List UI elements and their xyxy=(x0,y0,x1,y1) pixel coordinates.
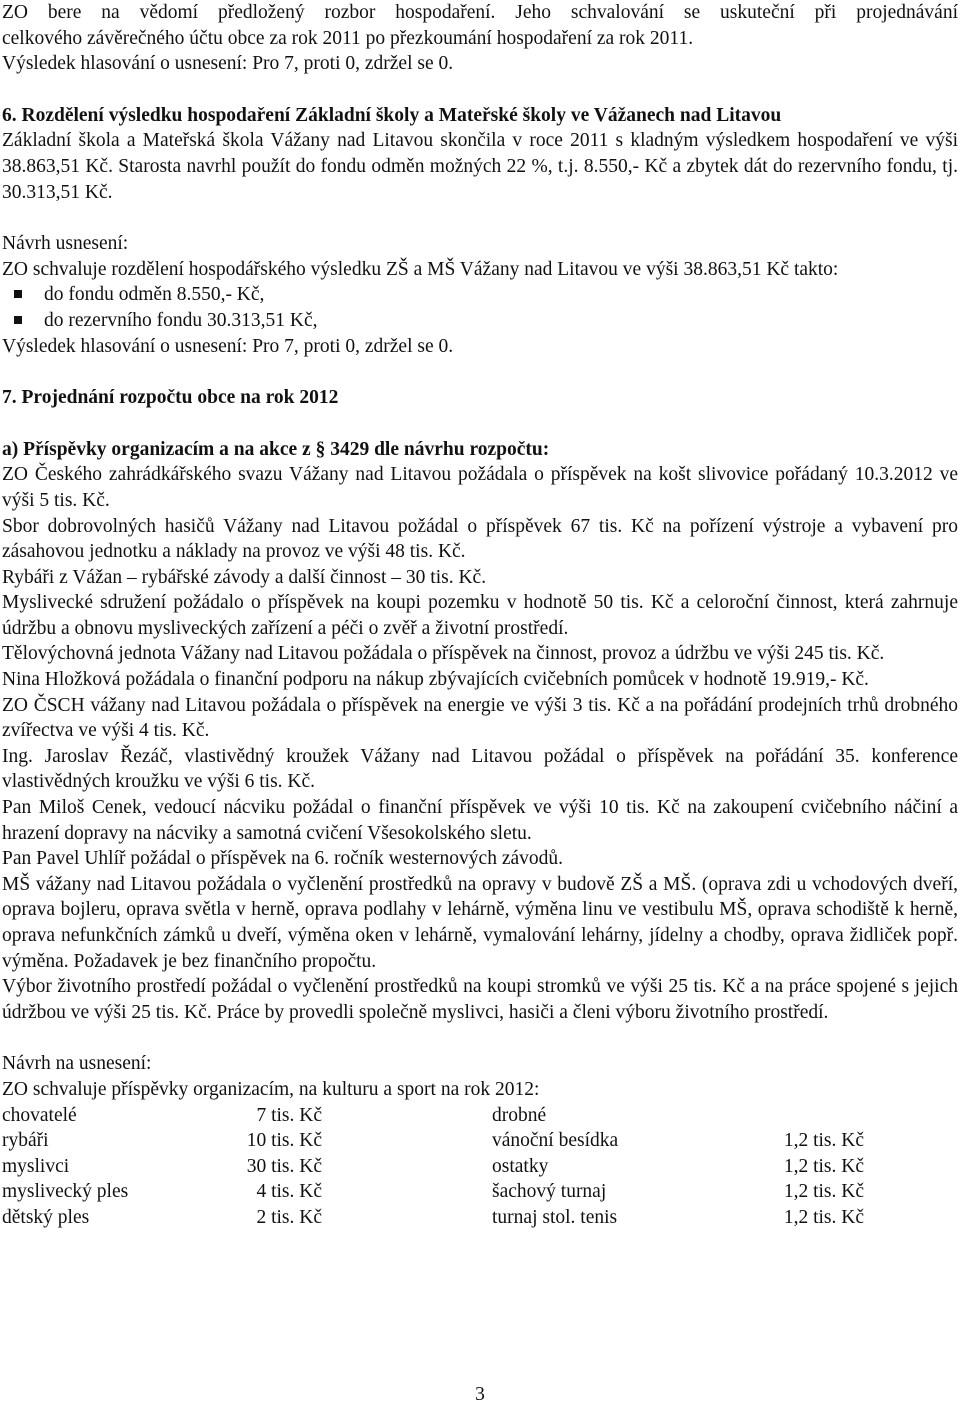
event-amount: 1,2 tis. Kč xyxy=(783,1130,864,1152)
request-paragraph: Sbor dobrovolných hasičů Vážany nad Litavou požádal o příspěvek 67 tis. Kč na pořízení výstroje a vybavení pro zásahovou jednotku a náklady na provoz ve výši 48 tis. Kč. xyxy=(2,515,958,563)
bullet-item xyxy=(2,308,958,334)
section-6-body: Základní škola a Mateřská škola Vážany nad Litavou skončila v roce 2011 s kladným výsledkem hospodaření ve výši 38.863,51 Kč. Starosta navrhl použít do fondu odměn možných 22 %, t.j. 8.550,- Kč a zbytek dát do rezervního fondu, tj. 30.313,51 Kč. xyxy=(2,130,958,203)
request-paragraph: Výbor životního prostředí požádal o vyčlenění prostředků na koupi stromků ve výši 25 tis. Kč a na práce spojené s jejich údržbou ve výši 25 tis. Kč. Práce by provedli společně myslivci, hasiči a členi výboru životního prostředí. xyxy=(2,976,958,1023)
org-name: myslivci xyxy=(2,1155,70,1177)
request-paragraph: Pan Pavel Uhlíř požádal o příspěvek na 6. ročník westernových závodů. xyxy=(2,848,564,870)
request-paragraph: Pan Miloš Cenek, vedoucí nácviku požádal o finanční příspěvek ve výši 10 tis. Kč na zakoupení cvičebního náčiní a hrazení dopravy na nácviky a samotná cvičení Všesokolského sletu. xyxy=(2,797,958,844)
allocation-table xyxy=(2,1103,864,1231)
org-name: rybáři xyxy=(2,1130,49,1152)
org-amount: 4 tis. Kč xyxy=(256,1181,322,1203)
request-paragraph: ZO Českého zahrádkářského svazu Vážany nad Litavou požádala o příspěvek na košt slivovice pořádaný 10.3.2012 ve výši 5 tis. Kč. xyxy=(2,464,958,511)
section-6-vote: Výsledek hlasování o usnesení: Pro 7, proti 0, zdržel se 0. xyxy=(2,335,454,357)
intro-line-2: celkového závěrečného účtu obce za rok 2011 po přezkoumání hospodaření za rok 2011. xyxy=(2,27,694,49)
event-amount xyxy=(772,1103,864,1129)
event-amount: 1,2 tis. Kč xyxy=(783,1206,864,1228)
bullet-square-icon xyxy=(14,316,22,324)
org-name: dětský ples xyxy=(2,1206,90,1228)
request-paragraph: ZO ČSCH vážany nad Litavou požádala o příspěvek na energie ve výši 3 tis. Kč a na pořádání prodejních trhů drobného zvířectva ve výši 4 tis. Kč. xyxy=(2,694,958,742)
event-name: ostatky xyxy=(492,1155,549,1177)
org-amount: 2 tis. Kč xyxy=(256,1206,322,1228)
table-row xyxy=(2,1103,864,1129)
page-number: 3 xyxy=(475,1384,485,1405)
bullet-text: do fondu odměn 8.550,- Kč, xyxy=(44,284,265,306)
table-row xyxy=(2,1128,864,1154)
org-amount: 10 tis. Kč xyxy=(246,1130,322,1152)
section-7-resolution: ZO schvaluje příspěvky organizacím, na kulturu a sport na rok 2012: xyxy=(2,1078,540,1100)
event-amount: 1,2 tis. Kč xyxy=(783,1155,864,1177)
request-paragraph: MŠ vážany nad Litavou požádala o vyčlenění prostředků na opravy v budově ZŠ a MŠ. (oprava zdi u vchodových dveří, oprava bojleru, oprava světla v herně, oprava podlahy v lehárně, výměna linu ve vestibulu MŠ, oprava schodiště k herně, oprava nefunkčních zámků u dveří, výměna oken v lehárně, vymalování lehárny, jídelny a chodby, oprava židliček popř. výměna. Požadavek je bez finančního propočtu. xyxy=(2,873,958,972)
org-amount: 30 tis. Kč xyxy=(246,1155,322,1177)
request-paragraph: Tělovýchovná jednota Vážany nad Litavou požádala o příspěvek na činnost, provoz a údržbu ve výši 245 tis. Kč. xyxy=(2,643,885,665)
document-page xyxy=(2,0,958,1231)
event-name: drobné xyxy=(492,1104,547,1126)
table-row xyxy=(2,1179,864,1205)
event-amount: 1,2 tis. Kč xyxy=(783,1181,864,1203)
section-6-heading: 6. Rozdělení výsledku hospodaření Základní školy a Mateřské školy ve Vážanech nad Litavou xyxy=(2,104,782,126)
section-6-proposal-label: Návrh usnesení: xyxy=(2,233,129,255)
section-7-heading: 7. Projednání rozpočtu obce na rok 2012 xyxy=(2,387,339,409)
intro-line-1: ZO bere na vědomí předložený rozbor hospodaření. Jeho schvalování se uskuteční při projednávání xyxy=(2,2,958,23)
bullet-text: do rezervního fondu 30.313,51 Kč, xyxy=(44,309,318,331)
org-name: myslivecký ples xyxy=(2,1181,129,1203)
bullet-square-icon xyxy=(14,290,22,298)
event-name: vánoční besídka xyxy=(492,1130,619,1152)
section-7a-heading: a) Příspěvky organizacím a na akce z § 3429 dle návrhu rozpočtu: xyxy=(2,438,550,460)
event-name: šachový turnaj xyxy=(492,1181,607,1203)
section-6-resolution: ZO schvaluje rozdělení hospodářského výsledku ZŠ a MŠ Vážany nad Litavou ve výši 38.863,51 Kč takto: xyxy=(2,258,839,280)
org-amount: 7 tis. Kč xyxy=(256,1104,322,1126)
intro-vote: Výsledek hlasování o usnesení: Pro 7, proti 0, zdržel se 0. xyxy=(2,53,454,75)
bullet-item xyxy=(2,282,958,308)
request-paragraph: Ing. Jaroslav Řezáč, vlastivědný kroužek Vážany nad Litavou požádal o příspěvek na pořádání 35. konference vlastivědných kroužku ve výši 6 tis. Kč. xyxy=(2,745,958,793)
org-name: chovatelé xyxy=(2,1104,77,1126)
table-row xyxy=(2,1205,864,1231)
request-paragraph: Rybáři z Vážan – rybářské závody a další činnost – 30 tis. Kč. xyxy=(2,566,487,588)
table-row xyxy=(2,1154,864,1180)
event-name: turnaj stol. tenis xyxy=(492,1206,618,1228)
request-paragraph: Myslivecké sdružení požádalo o příspěvek na koupi pozemku v hodnotě 50 tis. Kč a celoroční činnost, která zahrnuje údržbu a obnovu mysliveckých zařízení a péči o zvěř a životní prostředí. xyxy=(2,592,958,639)
section-7-proposal-label: Návrh na usnesení: xyxy=(2,1053,152,1075)
request-paragraph: Nina Hložková požádala o finanční podporu na nákup zbývajících cvičebních pomůcek v hodnotě 19.919,- Kč. xyxy=(2,669,869,691)
